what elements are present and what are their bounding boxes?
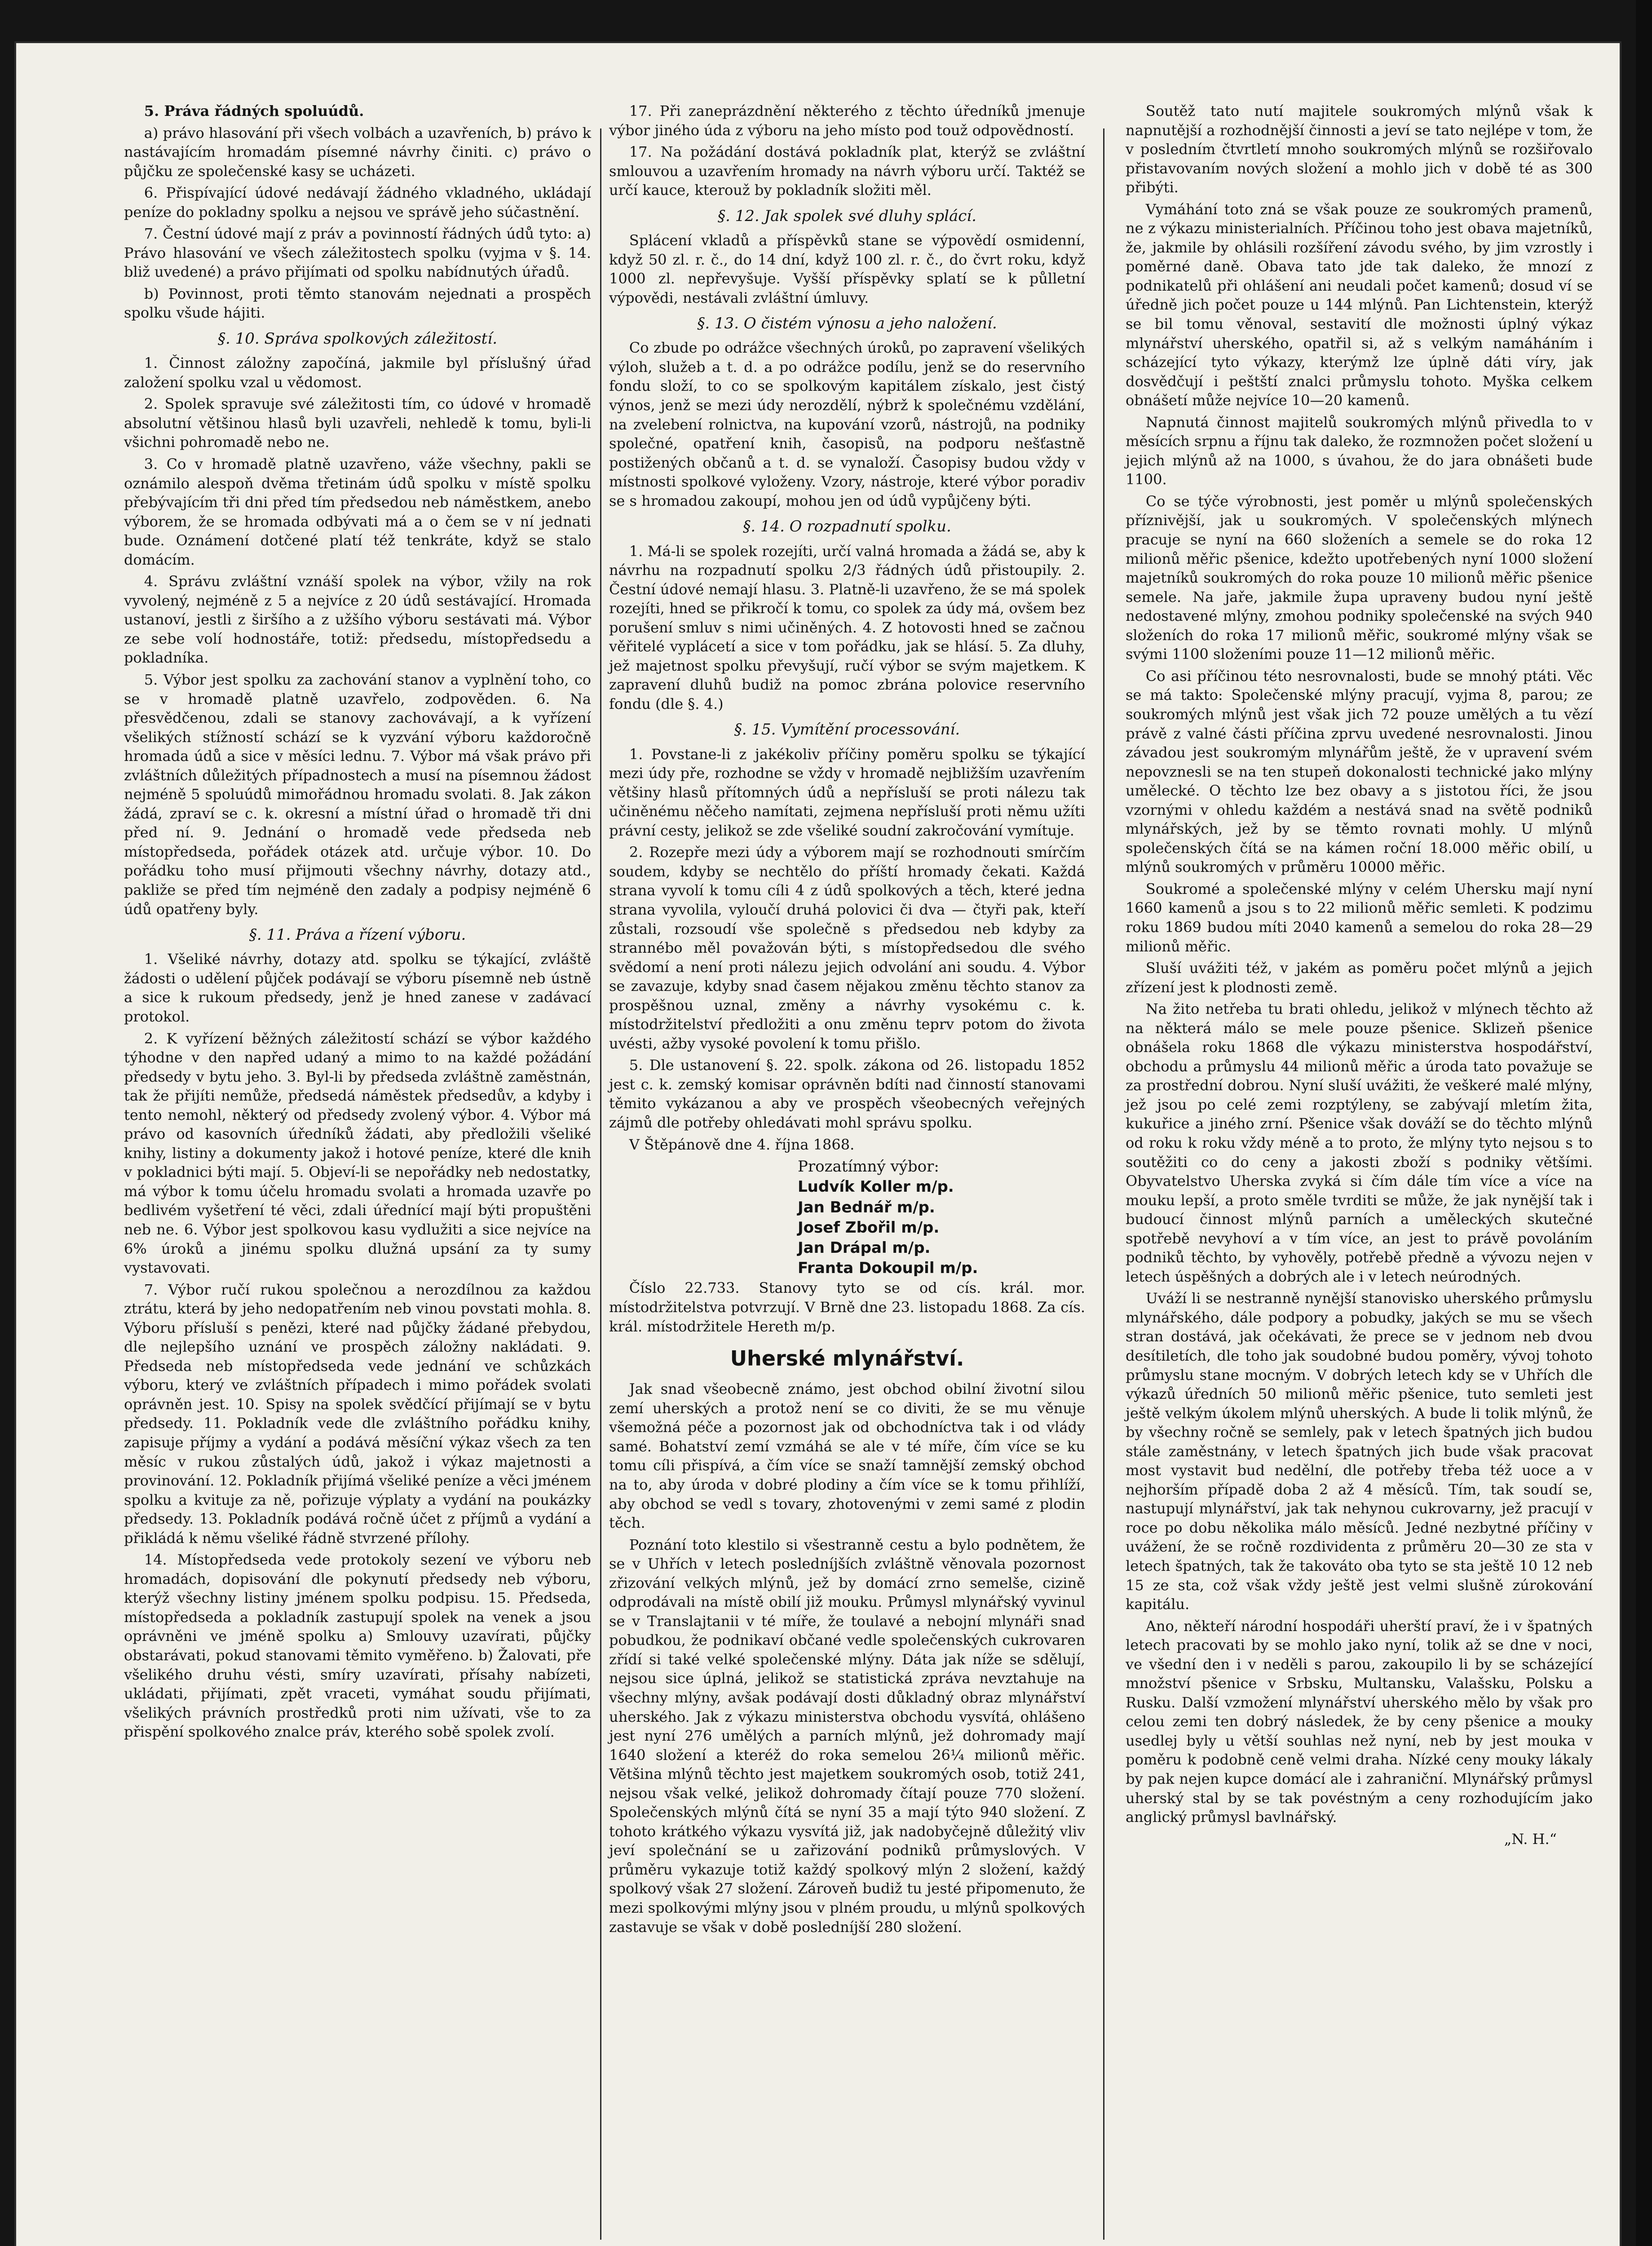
column-1: [124, 102, 591, 1744]
section-heading: §. 11. Práva a řízení výboru.: [249, 926, 466, 944]
section-heading: §. 15. Vymítění processování.: [734, 721, 960, 739]
paragraph: Soutěž tato nutí majitele soukromých mlýnů však k napnutější a rozhodnější činnosti a jeví se tato nejlépe v tom, že v posledním čtvrtletí mnoho soukromých mlýnů se rozšiřovalo přistavovaním nových složení a mohlo jich v době té as 300 přibýti.: [1126, 102, 1593, 196]
column-3: [1126, 102, 1593, 1851]
paragraph: Uváží li se nestranně nynější stanovisko uherského průmyslu mlynářského, dále podpory a pobudky, jakých se mu se všech stran dostává, jak očekávati, že prece se v jednom neb dvou desítiletích, dle toho jak soudobné budou poměry, vývoj tohoto průmyslu stane mocným. V dobrých letech kdy se v Uhřích dle výkazů úředních 50 milionů měřic pšenice, tuto semleti jest ještě velkým úkolem mlýnů uherských. A bude li tolik mlýnů, že by všechny ročně se semlely, pak v letech špatných jich budou stále zaměstnány, v letech špatných jich bude však pracovat most vystavit bud nedělní, dle potřeby třeba též uoce a v nejhorším případě doba 2 až 4 měsíců. Tím, tak soudí se, nastupují mlynářství, jak tak nehynou cukrovarny, jež pracují v roce po dobu několika málo měsíců. Jedné nezbytné příčiny v uvážení, že se ročně rozdividenta z průměru 20—30 ze sta v letech špatných, tak že takováto oba tyto se sta ještě 10 12 neb 15 ze sta, což však vždy ještě jest velmi slušně zúrokování kapitálu.: [1126, 1290, 1593, 1613]
section-heading: §. 12. Jak spolek své dluhy splácí.: [717, 207, 976, 225]
paragraph: 17. Při zaneprázdnění některého z těchto úředníků jmenuje výbor jiného úda z výboru na jeho místo pod touž odpovědností.: [609, 102, 1085, 139]
paragraph: 7. Čestní údové mají z práv a povinností řádných údů tyto: a) Právo hlasování ve všech záležitostech spolku (vyjma v §. 14. bliž uvedené) a právo přijímati od spolku nabídnutých úřadů.: [124, 225, 591, 281]
paragraph: Na žito netřeba tu brati ohledu, jelikož v mlýnech těchto až na některá málo se mele pouze pšenice. Sklizeň pšenice obnášela roku 1868 dle výkazu ministerstva hospodářství, obchodu a průmyslu 44 milionů měřic a úroda tato považuje se za prostřední dobrou. Nyní sluší uvážiti, že veškeré malé mlýny, jež jsou po celé zemi rozptýleny, se zabývají mletím žita, kukuřice a jiného zrní. Pšenice však dováží se do těchto mlýnů od roku k roku vždy méně a to proto, že mlýny tyto nejsou s to soutěžiti co do ceny a jakosti zboží s podniky většími. Obyvatelstvo Uherska zvyká si čím dále tím více a více na mouku lepší, a proto směle tvrditi se může, že jak nynější tak i budoucí činnost mlýnů parních a uměleckých skutečné spotřebě nevyhoví a v tím více, an jest to právě povoláním podniků těchto, by vyhověly, potřebě předně a vývozu nejen v letech úspěšných a dobrých ale i v letech neúrodných.: [1126, 1000, 1593, 1285]
newspaper-page: [16, 43, 1620, 2246]
signature-block: [798, 1157, 1085, 1278]
paragraph: Splácení vkladů a příspěvků stane se výpovědí osmidenní, když 50 zl. r. č., do 14 dní, když 100 zl. r. č., do čvrt roku, když 1000 zl. nepřevyšuje. Vyšší příspěvky splatí se k půlletní výpovědi, nestávali zvláštní úmluvy.: [609, 231, 1085, 306]
paragraph: Jak snad všeobecně známo, jest obchod obilní životní silou zemí uherských a protož není se co diviti, že se mu věnuje všemožná péče a pozornost jak od obchodníctva tak i od vlády samé. Bohatství zemí vzmáhá se ale v té míře, čím více se ku tomu cíli přispívá, a čím více se snaží tamnější zemský obchod na to, aby úroda v dobré plodiny a čím více se k tomu přihlíží, aby obchod se vedl s tovary, zhotovenými v zemi samé z plodin těch.: [609, 1380, 1085, 1532]
committee-label: Prozatímný výbor:: [798, 1158, 939, 1176]
paragraph: Co asi příčinou této nesrovnalosti, bude se mnohý ptáti. Věc se má takto: Společenské mlýny pracují, vyjma 8, parou; ze soukromých mlýnů jest však jich 72 pouze umělých a tu vězí právě z valné části příčina zprvu uvedené nesrovnalosti. Jinou závadou jest soukromým mlynářům ještě, že v upravení svém nepovznesli se na ten stupeň dokonalosti technické jako mlýny umělecké. O těchto lze bez obavy a s jistotou říci, že jsou vzornými v ohledu každém a nestává snad na světě podniků mlynářských, jež by se těmto rovnati mohly. U mlýnů společenských čítá se na kámen roční 18.000 měřic obilí, u mlýnů soukromých v průměru 10000 měřic.: [1126, 667, 1593, 876]
dateline: V Štěpánově dne 4. října 1868.: [629, 1136, 855, 1153]
paragraph: Vymáhání toto zná se však pouze ze soukromých pramenů, ne z výkazu ministerialních. Příčinou toho jest obava majetníků, že, jakmile by ohlásili rozšíření závodu svého, by jim vzrostly i poměrné daně. Obava tato jde tak daleko, že mnozí z podnikatelů při ohlášení ani neudali počet kamenů; dosud ví se úředně jich počet pouze u 144 mlýnů. Pan Lichtenstein, kterýž se bil tomu věnoval, sestavití dle možnosti úplný výkaz mlynářství uherského, opatřil si, až s velkým namáháním i scházející tyto výkazy, kterýmž lze úplně dáti víry, jak dosvědčují i peštští znalci průmyslu tohoto. Myška celkem obnášetí může nejvíce 10—20 kamenů.: [1126, 200, 1593, 409]
paragraph: Napnutá činnost majitelů soukromých mlýnů přivedla to v měsících srpnu a říjnu tak daleko, že rozmnožen počet složení u jejich mlýnů až na 1000, s úvahou, že do jara obnášeti bude 1100.: [1126, 413, 1593, 488]
paragraph: Sluší uvážiti též, v jakém as poměru počet mlýnů a jejich zřízení jest k plodnosti země.: [1126, 959, 1593, 996]
column-rule: [600, 128, 601, 2240]
section-heading: §. 14. O rozpadnutí spolku.: [743, 517, 951, 536]
paragraph: 1. Má-li se spolek rozejíti, určí valná hromada a žádá se, aby k návrhu na rozpadnutí spolku 2/3 řádných údů přistoupily. 2. Čestní údové nemají hlasu. 3. Platně-li uzavřeno, že se má spolek rozejíti, hned se přikročí k tomu, co spolek za údy má, ovšem bez porušení smluv s nimi učiněných. 4. Z hotovosti hned se začnou věřitelé vyplácetí a sice v tom pořádku, jak se hlásí. 5. Za dluhy, jež majetnost spolku převyšují, ručí výbor se svým majetkem. K zapravení dluhů budiž na pomoc zbrána polovice reservního fondu (dle §. 4.): [609, 542, 1085, 712]
paragraph: Co se týče výrobnosti, jest poměr u mlýnů společenských příznivější, jak u soukromých. V společenských mlýnech pracuje se nyní na 660 složeních a semele se do roka 12 milionů měřic pšenice, kdežto upotřebených nyní 1000 složení majetníků soukromých do roka pouze 10 milionů měřic pšenice semele. Na jaře, jakmile župa upraveny budou nyní ještě nedostavené mlýny, zmohou podniky společenské na svých 940 složeních do roka 17 milionů měřic, soukromé mlýny však se svými 1100 složeními pouze 11—12 milionů měřic.: [1126, 492, 1593, 663]
paragraph: Soukromé a společenské mlýny v celém Uhersku mají nyní 1660 kamenů a jsou s to 22 milionů měřic semleti. K podzimu roku 1869 budou míti 2040 kamenů a semelou do roka 28—29 milionů měřic.: [1126, 880, 1593, 955]
paragraph: Číslo 22.733. Stanovy tyto se od cís. král. mor. místodržitelstva potvrzují. V Brně dne 23. listopadu 1868. Za cís. král. místodržitele Hereth m/p.: [609, 1279, 1085, 1335]
paragraph: Co zbude po odrážce všechných úroků, po zapravení všelikých výloh, služeb a t. d. a po odrážce podílu, jenž se do reservního fondu složí, to co se spolkovým kapitálem získalo, jest čistý výnos, jenž se mezi údy nerozdělí, nýbrž k společnému vzdělání, na zvelebení rolnictva, na kupování vzorů, nástrojů, na podniky společné, opatření knih, časopisů, na podporu nešťastně postižených občanů a t. d. se vynaloží. Časopisy budou vždy v místnosti spolkové vyloženy. Vzory, nástroje, které výbor poradiv se s hromadou zakoupí, mohou jen od údů vypůjčeny býti.: [609, 339, 1085, 509]
paragraph: Poznání toto klestilo si všestranně cestu a bylo podnětem, že se v Uhřích v letech posledníjších zvláštně věnovala pozornost zřizování velkých mlýnů, jež by domácí zrno semelše, cizině odprodávali na místě obilí již mouku. Průmysl mlynářský vyvinul se v Translajtanii v té míře, že toulavé a nebojní mlynáři snad pobudkou, že podnikaví občané vedle společenských cukrovaren zřídí si také velké společenské mlýny. Dáta jak níže se sdělují, nejsou sice úplná, jelikož se statistická zpráva nevztahuje na všechny mlýny, avšak podávají dosti důkladný obraz mlynářství uherského. Jak z výkazu ministerstva obchodu vysvítá, ohlášeno jest nyní 276 umělých a parních mlýnů, jež dohromady mají 1640 složení a kteréž do roka semelou 26¼ milionů měřic. Většina mlýnů těchto jest majetkem soukromých osob, totiž 241, nejsou však velké, jelikož dohromady čítají pouze 770 složení. Společenských mlýnů čítá se nyní 35 a mají týto 940 složení. Z tohoto krátkého výkazu vysvítá již, jak nadobyčejně důležitý vliv jeví společnání se u zařizování podniků průmyslových. V průměru vykazuje totiž každý spolkový mlýn 2 složení, každý spolkový však 27 složení. Zároveň budiž tu jesté připomenuto, že mezi spolkovými mlýny jsou v plném proudu, u mlýnů spolkových zastavuje se však v době posledníjší 280 složení.: [609, 1536, 1085, 1936]
byline: „N. H.“: [1504, 1830, 1557, 1848]
paragraph: 4. Správu zvláštní vznáší spolek na výbor, vžily na rok vyvolený, nejméně z 5 a nejvíce z 20 údů sestávající. Hromada ustanoví, jestli z širšího a z užšího výboru sestávati má. Výbor ze sebe volí hodnostáře, totiž: předsedu, místopředsedu a pokladníka.: [124, 573, 591, 667]
signatory: Jan Bednář m/p.: [798, 1198, 935, 1216]
paragraph: 1. Činnost záložny započíná, jakmile byl příslušný úřad založení spolku vzal u vědomost.: [124, 354, 591, 391]
paragraph: 1. Všeliké návrhy, dotazy atd. spolku se týkající, zvláště žádosti o udělení půjček podávají se výboru písemně neb ústně a sice k rukoum předsedy, jenž je hned zanese v zadávací protokol.: [124, 951, 591, 1025]
column-rule: [1103, 128, 1104, 2240]
article-title: Uherské mlynářství.: [730, 1346, 964, 1371]
paragraph: 2. K vyřízení běžných záležitostí schází se výbor každého týhodne v den napřed udaný a mimo to na každé požádání předsedy v bytu jeho. 3. Byl-li by předseda zvláštně zaměstnán, tak že přijíti nemůže, předsedá náměstek předsedův, a kdyby i tento nemohl, některý od předsedy zvolený výbor. 4. Výbor má právo od kasovních úředníků žádati, aby předložili všeliké knihy, listiny a dokumenty jakož i hotové peníze, které dle knih v pokladnici býti mají. 5. Objeví-li se nepořádky neb nedostatky, má výbor k tomu účelu hromadu svolati a hromada uzavře po bedlivém vyšetření té věci, zdali úřednící mají býti propuštěni neb ne. 6. Výbor jest spolkovou kasu vydlužiti a sice nejvíce na 6% úroků a jinému spolku dlužná upsání za ty sumy vystavovati.: [124, 1030, 591, 1277]
paragraph: 7. Výbor ručí rukou společnou a nerozdílnou za každou ztrátu, která by jeho nedopatřením neb vinou povstati mohla. 8. Výboru přísluší s penězi, které nad půjčky žádané přebydou, dle nejlepšího uznání ve prospěch záložny nakládati. 9. Předseda neb místopředseda vede jednání ve schůzkách výboru, který ve zvláštních případech i mimo pořádek svolati oprávněn jest. 10. Spisy na spolek svědčící přijímají se v bytu předsedy. 11. Pokladník vede dle zvláštního pořádku knihy, zapisuje příjmy a vydání a podává měsíční výkaz všech za ten měsíc v rukou zůstalých údů, jakož i výkaz majetnosti a provinování. 12. Pokladník přijímá všeliké peníze a věci jménem spolku a kvituje za ně, pořizuje výplaty a vydání na poukázky předsedy. 13. Pokladník podává ročně účet z příjmů a vydání a přikládá k němu všeliké řádně stvrzené přílohy.: [124, 1281, 591, 1547]
signatory: Ludvík Koller m/p.: [798, 1178, 954, 1196]
signatory: Josef Zbořil m/p.: [798, 1218, 940, 1237]
section-heading: §. 10. Správa spolkových záležitostí.: [217, 330, 498, 348]
paragraph: 2. Spolek spravuje své záležitosti tím, co údové v hromadě absolutní většinou hlasů byli uzavřeli, nehledě k tomu, byli-li všichni pohromadě nebo ne.: [124, 395, 591, 451]
section-heading: §. 13. O čistém výnosu a jeho naložení.: [697, 314, 997, 333]
paragraph: 14. Místopředseda vede protokoly sezení ve výboru neb hromadách, dopisování dle pokynutí předsedy neb výboru, kterýž všechny listiny jménem spolku podpisu. 15. Předseda, místopředseda a pokladník zastupují spolek na venek a jsou oprávněni ve jméně spolku a) Smlouvy uzavírati, půjčky obstarávati, pokud stanovami těmito vyměřeno. b) Žalovati, pře všelikého druhu vésti, smíry uzavírati, přísahy nabízeti, ukládati, přijímati, zpět vraceti, vymáhat soudu přijímati, všelikých právních prostředků proti nim užívati, vše to za přispění spolkového znalce práv, kterého sobě spolek zvolí.: [124, 1551, 591, 1741]
paragraph: 6. Přispívající údové nedávají žádného vkladného, ukládají peníze do pokladny spolku a nejsou ve správě jeho súčastnění.: [124, 184, 591, 221]
paragraph: 5. Dle ustanovení §. 22. spolk. zákona od 26. listopadu 1852 jest c. k. zemský komisar oprávněn bdíti nad činností stanovami těmito vykázanou a aby ve prospěch všeobecných veřejných zájmů dle potřeby ohledávati mohl správu spolku.: [609, 1057, 1085, 1132]
page-edge: [1636, 0, 1652, 2246]
signatory: Franta Dokoupil m/p.: [798, 1259, 978, 1278]
paragraph: 17. Na požádání dostává pokladník plat, kterýž se zvláštní smlouvou a uzavřením hromady na návrh výboru určí. Taktéž se určí kauce, kterouž by pokladník složiti měl.: [609, 143, 1085, 199]
paragraph: 1. Povstane-li z jakékoliv příčiny poměru spolku se týkající mezi údy pře, rozhodne se vždy v hromadě nejbližším uzavřením většiny hlasů přítomných údů a nepřísluší se proti nálezu tak učiněnému něčeho namítati, zejmena nepřísluší proti němu užíti právní cesty, jelikož se zde všeliké soudní zakročování vymítuje.: [609, 745, 1085, 839]
paragraph: 3. Co v hromadě platně uzavřeno, váže všechny, pakli se oznámilo alespoň dvěma třetinám údů spolku v místě spolku přebývajícím tři dni před tím předsedou neb náměstkem, anebo výborem, že se hromada odbývati má a o čem se v ní jednati bude. Oznámení dotčené platí též tenkráte, když se stalo domácím.: [124, 455, 591, 568]
paragraph: Ano, někteří národní hospodáři uherští praví, že i v špatných letech pracovati by se mohlo jako nyní, tolik až se dne v noci, ve všední den i v neděli s parou, zakoupilo li by se scházející množství pšenice v Srbsku, Multansku, Valašsku, Polsku a Rusku. Další vzmožení mlynářství uherského mělo by však pro celou zemi ten dobrý následek, že by ceny pšenice a mouky usedlej byly u větší souhlas než nyní, neb by jest mouka v poměru k podobně ceně velmi draha. Nízké ceny mouky lákaly by pak nejen kupce domácí ale i zahraniční. Mlynářský průmysl uherský stal by se tak povéstným a ceny rozhodujícím jako anglický průmysl bavlnářský.: [1126, 1617, 1593, 1826]
paragraph: b) Povinnost, proti těmto stanovám nejednati a prospěch spolku všude hájiti.: [124, 285, 591, 322]
column-2: [609, 102, 1085, 1939]
paragraph: a) právo hlasování při všech volbách a uzavřeních, b) právo k nastávajícím hromadám písemné návrhy činiti. c) právo o půjčku ze společenské kasy se ucházeti.: [124, 124, 591, 180]
paragraph: 5. Výbor jest spolku za zachování stanov a vyplnění toho, co se v hromadě platně uzavřelo, zodpověden. 6. Na přesvědčenou, zdali se stanovy zachovávají, a k vyřízení všelikých stížností schází se k vyzvání výboru každoročně hromada údů a sice v měsíci lednu. 7. Výbor má však právo při zvláštních důležitých případnostech a musí na písemnou žádost nejméně 5 spoluúdů mimořádnou hromadu svolati. 8. Jak zákon žádá, zpraví se c. k. okresní a místní úřad o hromadě tři dni před ní. 9. Jednání o hromadě vede předseda neb místopředseda, pořádek otázek atd. určuje výbor. 10. Do pořádku toho musí přijmouti všechny návrhy, dotazy atd., pakliže se před tím nejméně den zadaly a podpisy nejméně 6 údů opatřeny byly.: [124, 671, 591, 918]
paragraph: 2. Rozepře mezi údy a výborem mají se rozhodnouti smírčím soudem, kdyby se nechtělo do příští hromady čekati. Každá strana vyvolí k tomu cíli 4 z údů spolkových a těch, které jedna strana vyvolila, vyloučí druhá polovici či dva — čtyři pak, kteří zůstali, rozsoudí vše společně s předsedou neb kdyby za strannébo měl považován býti, s místopředsedou dle svého svědomí a není proti nálezu jejich odvolání ani soudu. 4. Výbor se zavazuje, kdyby snad časem nějakou změnu těchto stanov za prospěšnou uznal, změny a návrhy vysokému c. k. místodržitelství předložiti a onu změnu teprv potom do života uvésti, ažby vysoké povolení k tomu přišlo.: [609, 844, 1085, 1052]
signatory: Jan Drápal m/p.: [798, 1239, 931, 1257]
paragraph: 5. Práva řádných spoluúdů.: [144, 102, 364, 119]
